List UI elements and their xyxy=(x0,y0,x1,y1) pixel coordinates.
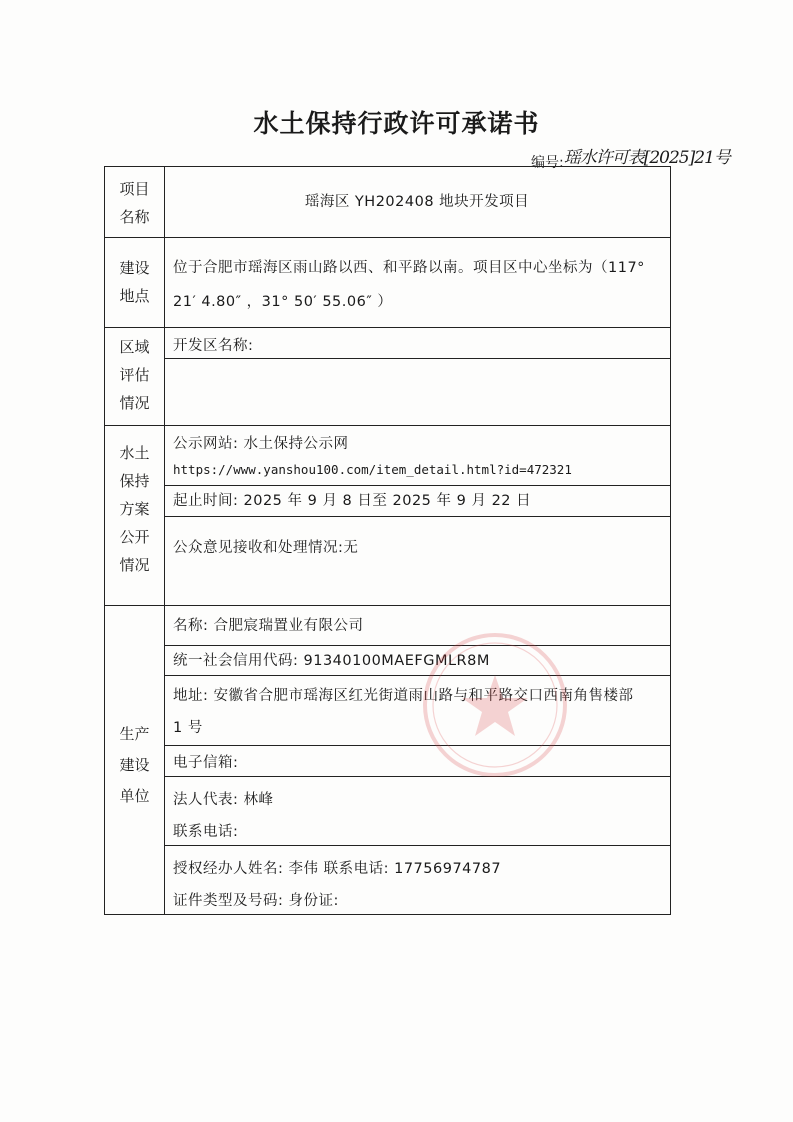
disclosure-feedback: 公众意见接收和处理情况:无 xyxy=(173,540,359,556)
row-divider xyxy=(105,327,670,328)
regional-label: 区域 评估 情况 xyxy=(119,338,150,412)
zone-name-label: 开发区名称: xyxy=(173,338,254,354)
row-divider xyxy=(164,645,670,646)
disclosure-website: 公示网站: 水土保持公示网 xyxy=(173,436,349,452)
unit-credit-code: 统一社会信用代码: 91340100MAEFGMLR8M xyxy=(173,653,490,669)
serial-label: 编号: xyxy=(531,155,564,171)
project-name-value: 瑶海区 YH202408 地块开发项目 xyxy=(304,194,530,210)
disclosure-label: 水土 保持 方案 公开 情况 xyxy=(119,444,150,574)
unit-phone: 联系电话: xyxy=(173,824,239,840)
location-line-2: 21′ 4.80″ ，31° 50′ 55.06″ ） xyxy=(173,294,393,310)
unit-address-line-1: 地址: 安徽省合肥市瑶海区红光街道雨山路与和平路交口西南角售楼部 xyxy=(173,688,634,704)
row-divider xyxy=(164,745,670,746)
column-divider xyxy=(164,167,165,914)
location-line-1: 位于合肥市瑶海区雨山路以西、和平路以南。项目区中心坐标为（117° xyxy=(173,260,645,276)
row-divider xyxy=(105,237,670,238)
disclosure-period: 起止时间: 2025 年 9 月 8 日至 2025 年 9 月 22 日 xyxy=(173,493,532,509)
document-title: 水土保持行政许可承诺书 xyxy=(253,109,540,138)
row-divider xyxy=(164,675,670,676)
unit-label: 生产 建设 单位 xyxy=(119,725,150,805)
serial-handwritten: 瑶水许可表[2025]21号 xyxy=(563,148,730,168)
row-divider xyxy=(105,605,670,606)
project-name-label: 项目 名称 xyxy=(119,180,150,226)
unit-agent: 授权经办人姓名: 李伟 联系电话: 17756974787 xyxy=(173,861,502,877)
unit-name: 名称: 合肥宸瑞置业有限公司 xyxy=(173,618,364,634)
row-divider xyxy=(105,425,670,426)
commitment-table xyxy=(104,166,671,915)
row-divider xyxy=(164,516,670,517)
location-label: 建设 地点 xyxy=(119,259,150,305)
unit-address-line-2: 1 号 xyxy=(173,720,203,736)
row-divider xyxy=(164,485,670,486)
unit-id-type: 证件类型及号码: 身份证: xyxy=(173,893,339,909)
disclosure-url[interactable]: https://www.yanshou100.com/item_detail.html?id=472321 xyxy=(173,462,572,477)
unit-legal-rep: 法人代表: 林峰 xyxy=(173,792,274,808)
unit-email: 电子信箱: xyxy=(173,755,239,771)
